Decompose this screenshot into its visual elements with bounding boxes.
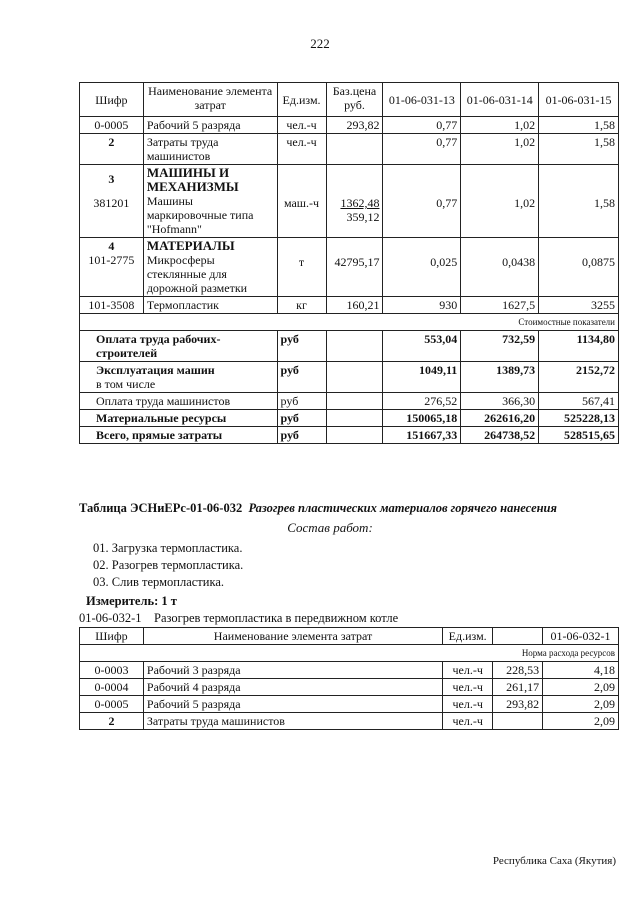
row-v1: 930: [383, 297, 461, 314]
cost-row: [80, 410, 619, 427]
col-header-15: 01-06-031-15: [539, 83, 619, 117]
row-price-secondary: 359,12: [346, 210, 380, 224]
row-unit: маш.-ч: [283, 196, 320, 210]
cost-row: [80, 393, 619, 410]
cost-unit: руб: [277, 393, 326, 410]
cost-v2: 366,30: [461, 393, 539, 410]
table-header-row: [80, 83, 619, 117]
col-header-code: Шифр: [80, 628, 144, 645]
row-v1: 4,18: [543, 662, 619, 679]
row-code: 2: [80, 713, 144, 730]
row-price: 293,82: [326, 117, 383, 134]
row-v1: 2,09: [543, 696, 619, 713]
table-heading-title: Разогрев пластических материалов горячего нанесения: [248, 501, 557, 515]
row-v2: 1,02: [461, 117, 539, 134]
col-header-name: Наименование элемента затрат: [143, 628, 442, 645]
row-v1: 2,09: [543, 713, 619, 730]
row-name: Микросферы стеклянные для дорожной разметки: [146, 253, 248, 295]
cost-unit: руб: [277, 427, 326, 444]
table-row: [80, 134, 619, 165]
table-row: [80, 662, 619, 679]
row-price: 160,21: [326, 297, 383, 314]
resource-table-2: [79, 627, 619, 730]
col-header-13: 01-06-031-13: [383, 83, 461, 117]
col-header-032-1: 01-06-032-1: [543, 628, 619, 645]
cost-v3: 525228,13: [539, 410, 619, 427]
cost-label-row: [80, 314, 619, 331]
cost-name: Всего, прямые затраты: [80, 427, 278, 444]
cost-v2: 262616,20: [461, 410, 539, 427]
measure-unit: Измеритель: 1 т: [86, 594, 177, 608]
col-header-base-price: Баз.цена руб.: [326, 83, 383, 117]
cost-v1: 276,52: [383, 393, 461, 410]
row-name: Затраты труда машинистов: [143, 713, 442, 730]
cost-name: Оплата труда рабочих-строителей: [80, 331, 278, 362]
row-unit: т: [298, 255, 305, 269]
cost-v3: 528515,65: [539, 427, 619, 444]
col-header-14: 01-06-031-14: [461, 83, 539, 117]
row-v3: 3255: [539, 297, 619, 314]
cost-name: Эксплуатация машин: [96, 363, 215, 377]
cost-v2: 732,59: [461, 331, 539, 362]
row-v3: 1,58: [594, 196, 615, 210]
row-unit: чел.-ч: [443, 662, 493, 679]
row-price: 1362,48: [340, 196, 380, 210]
cost-name: Материальные ресурсы: [80, 410, 278, 427]
cost-v3: 2152,72: [539, 362, 619, 393]
norm-label-row: [80, 645, 619, 662]
row-price: [493, 713, 543, 730]
row-unit: чел.-ч: [277, 117, 326, 134]
cost-unit: руб: [277, 362, 326, 393]
row-v3: 0,0875: [582, 255, 615, 269]
cost-v1: 553,04: [383, 331, 461, 362]
cost-row: [80, 362, 619, 393]
cost-v2: 1389,73: [461, 362, 539, 393]
row-code: 0-0005: [80, 117, 144, 134]
cost-row: [80, 427, 619, 444]
row-price: [326, 134, 383, 165]
row-code: 0-0003: [80, 662, 144, 679]
cost-subtext: в том числе: [96, 377, 156, 391]
cost-v1: 151667,33: [383, 427, 461, 444]
cost-row: [80, 331, 619, 362]
row-price: 228,53: [493, 662, 543, 679]
row-price: 42795,17: [334, 255, 380, 269]
row-code: 101-2775: [88, 253, 135, 267]
table-row: [80, 117, 619, 134]
row-unit: чел.-ч: [443, 679, 493, 696]
row-v3: 1,58: [539, 134, 619, 165]
cost-name: Оплата труда машинистов: [80, 393, 278, 410]
row-code: 381201: [93, 196, 130, 210]
row-unit: кг: [277, 297, 326, 314]
table-header-row: [80, 628, 619, 645]
table-heading: [79, 501, 619, 516]
section-title: МАШИНЫ И МЕХАНИЗМЫ: [146, 165, 239, 194]
resource-table-1: [79, 82, 619, 444]
page-number: 222: [310, 36, 330, 51]
row-v1: 0,77: [436, 196, 458, 210]
table-row: [80, 696, 619, 713]
table-row: [80, 297, 619, 314]
table-subtitle: 01-06-032-1 Разогрев термопластика в передвижном котле: [79, 611, 399, 625]
row-v1: 0,025: [430, 255, 458, 269]
cost-v3: 567,41: [539, 393, 619, 410]
section-number: 3: [108, 172, 115, 186]
row-name: Рабочий 5 разряда: [143, 696, 442, 713]
row-v2: 1,02: [461, 134, 539, 165]
table-heading-code: Таблица ЭСНиЕРс-01-06-032: [79, 501, 243, 515]
row-name: Рабочий 4 разряда: [143, 679, 442, 696]
row-v1: 0,77: [383, 117, 461, 134]
cost-unit: руб: [277, 410, 326, 427]
row-code: 0-0004: [80, 679, 144, 696]
table-row: [80, 679, 619, 696]
row-price: 293,82: [493, 696, 543, 713]
table-row: [80, 713, 619, 730]
cost-unit: руб: [277, 331, 326, 362]
col-header-base-price: [493, 628, 543, 645]
machines-section-row: [80, 165, 619, 238]
row-unit: чел.-ч: [443, 696, 493, 713]
footer-region: Республика Саха (Якутия): [492, 855, 616, 867]
row-name: Машины маркировочные типа "Hofmann": [146, 194, 254, 236]
row-v3: 1,58: [539, 117, 619, 134]
row-v1: 0,77: [383, 134, 461, 165]
row-price: 261,17: [493, 679, 543, 696]
work-item: 01. Загрузка термопластика.: [93, 541, 243, 555]
row-v2: 1627,5: [461, 297, 539, 314]
materials-section-row: [80, 238, 619, 297]
row-unit: чел.-ч: [443, 713, 493, 730]
section-title: МАТЕРИАЛЫ: [146, 238, 235, 253]
cost-v3: 1134,80: [539, 331, 619, 362]
row-v2: 0,0438: [502, 255, 536, 269]
col-header-code: Шифр: [80, 83, 144, 117]
row-code: 2: [80, 134, 144, 165]
row-code: 0-0005: [80, 696, 144, 713]
cost-v1: 1049,11: [383, 362, 461, 393]
section-number: 4: [108, 239, 115, 253]
col-header-name: Наименование элемента затрат: [143, 83, 277, 117]
row-name: Термопластик: [143, 297, 277, 314]
cost-v2: 264738,52: [461, 427, 539, 444]
col-header-unit: Ед.изм.: [277, 83, 326, 117]
row-name: Рабочий 3 разряда: [143, 662, 442, 679]
work-item: 02. Разогрев термопластика.: [93, 558, 244, 572]
work-composition-title: Состав работ:: [287, 520, 373, 535]
row-code: 101-3508: [80, 297, 144, 314]
row-unit: чел.-ч: [277, 134, 326, 165]
col-header-unit: Ед.изм.: [443, 628, 493, 645]
cost-indicators-label: Стоимостные показатели: [80, 314, 619, 331]
row-name: Рабочий 5 разряда: [143, 117, 277, 134]
work-item: 03. Слив термопластика.: [93, 575, 225, 589]
row-name: Затраты труда машинистов: [143, 134, 277, 165]
norm-label: Норма расхода ресурсов: [80, 645, 619, 662]
row-v2: 1,02: [514, 196, 536, 210]
row-v1: 2,09: [543, 679, 619, 696]
cost-v1: 150065,18: [383, 410, 461, 427]
